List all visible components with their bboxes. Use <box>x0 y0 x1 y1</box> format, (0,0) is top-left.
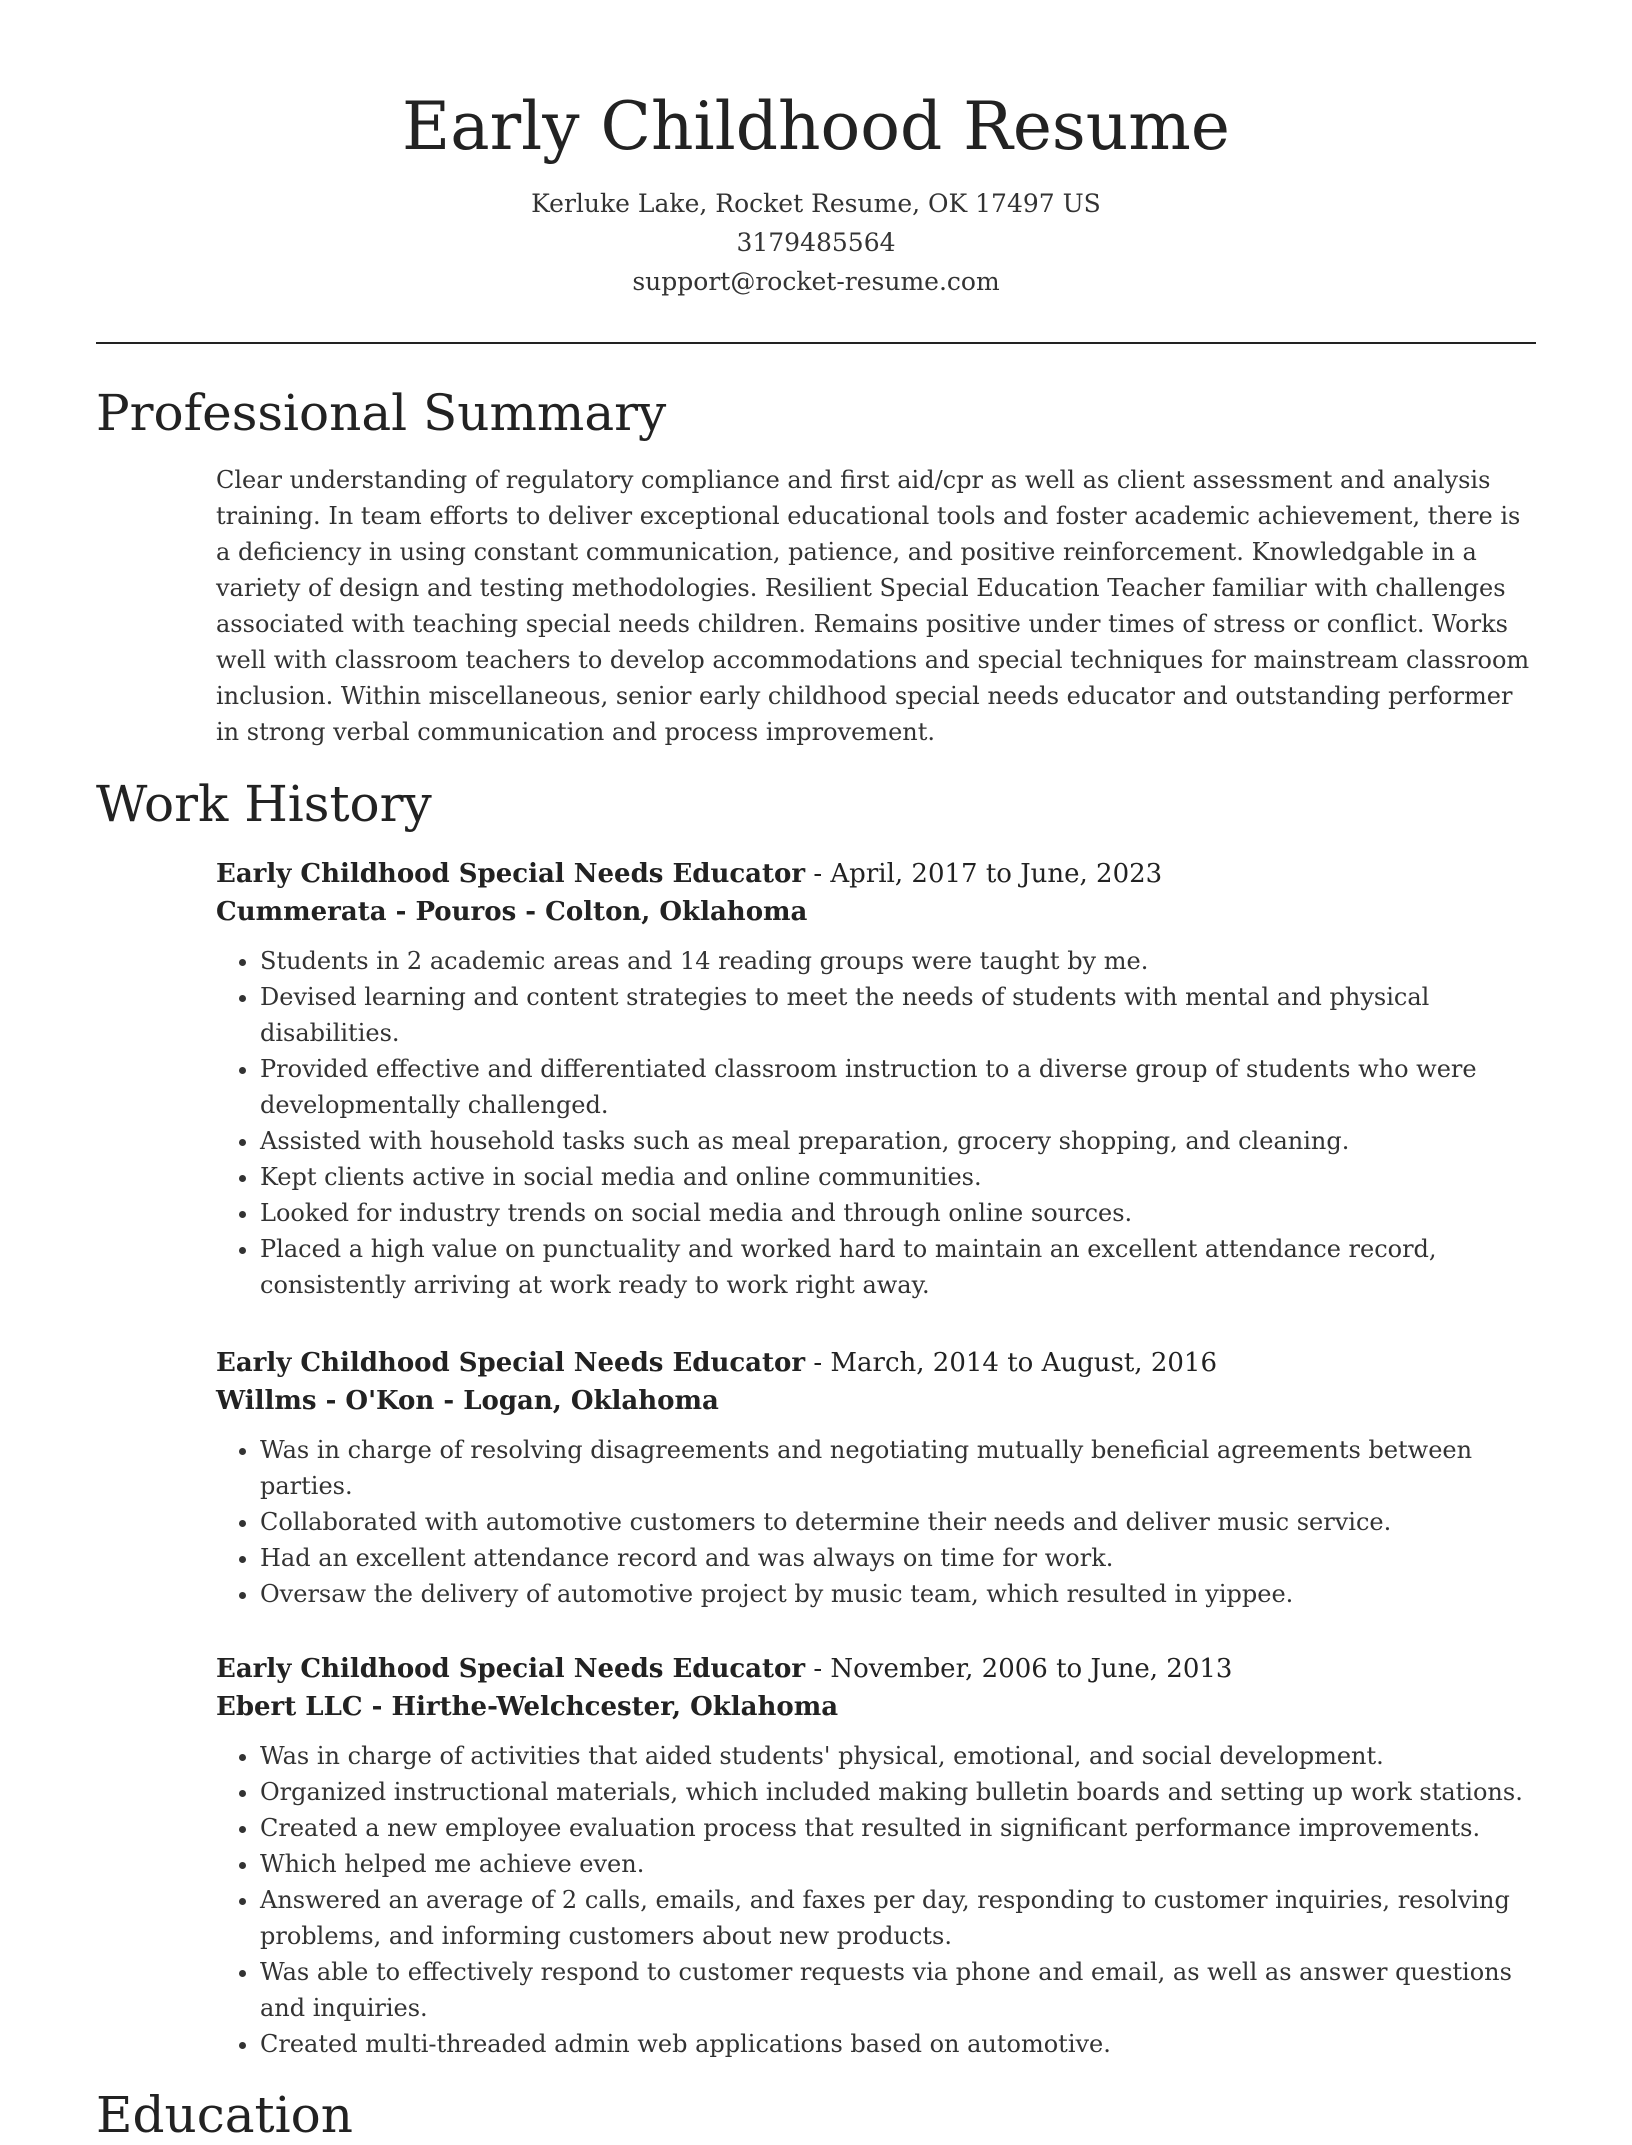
job-bullet: • Students in 2 academic areas and 14 reading groups were taught by me. <box>260 943 1536 979</box>
job-bullet: • Created a new employee evaluation process that resulted in significant performance improvements. <box>260 1810 1536 1846</box>
job-employer: Cummerata - Pouros <box>216 897 517 927</box>
job-bullet-list <box>216 1432 1536 1612</box>
job-bullet-list <box>216 1738 1536 2062</box>
job-title-line <box>216 855 1536 893</box>
job-employer-line <box>216 1688 1536 1726</box>
contact-address: Kerluke Lake, Rocket Resume, OK 17497 US <box>531 189 1101 218</box>
job-entry <box>216 1650 1536 2062</box>
job-location: Logan, Oklahoma <box>463 1386 719 1416</box>
job-employer-line <box>216 893 1536 931</box>
job-location: Colton, Oklahoma <box>545 897 808 927</box>
job-role: Early Childhood Special Needs Educator <box>216 1654 806 1684</box>
job-bullet: • Kept clients active in social media and online communities. <box>260 1159 1536 1195</box>
job-separator: - <box>805 1348 831 1378</box>
header-divider <box>96 342 1536 344</box>
job-employer: Ebert LLC <box>216 1692 363 1722</box>
job-dates: April, 2017 to June, 2023 <box>830 859 1163 889</box>
job-separator: - <box>434 1386 464 1416</box>
contact-email: support@rocket-resume.com <box>632 267 1000 296</box>
job-title-line <box>216 1344 1536 1382</box>
job-employer-line <box>216 1382 1536 1420</box>
work-history-heading: Work History <box>96 775 432 833</box>
job-bullet: • Had an excellent attendance record and was always on time for work. <box>260 1540 1536 1576</box>
job-role: Early Childhood Special Needs Educator <box>216 859 806 889</box>
job-employer: Willms - O'Kon <box>216 1386 435 1416</box>
job-bullet: • Was able to effectively respond to customer requests via phone and email, as well as answer questions and inquiries. <box>260 1954 1536 2026</box>
job-bullet: • Was in charge of resolving disagreements and negotiating mutually beneficial agreements between parties. <box>260 1432 1536 1504</box>
job-separator: - <box>805 1654 831 1684</box>
job-bullet: • Which helped me achieve even. <box>260 1846 1536 1882</box>
resume-header <box>0 0 1632 301</box>
job-bullet: • Answered an average of 2 calls, emails, and faxes per day, responding to customer inquiries, resolving problems, and informing customers about new products. <box>260 1882 1536 1954</box>
job-dates: November, 2006 to June, 2013 <box>830 1654 1233 1684</box>
summary-text: Clear understanding of regulatory compliance and first aid/cpr as well as client assessment and analysis training. In team efforts to deliver exceptional educational tools and foster academic achievement, there is a deficiency in using constant communication, patience, and positive reinforcement. Knowledgable in a variety of design and testing methodologies. Resilient Special Education Teacher familiar with challenges associated with teaching special needs children. Remains positive under times of stress or conflict. Works well with classroom teachers to develop accommodations and special techniques for mainstream classroom inclusion. Within miscellaneous, senior early childhood special needs educator and outstanding performer in strong verbal communication and process improvement. <box>216 466 1530 746</box>
education-heading: Education <box>96 2086 353 2144</box>
job-bullet: • Collaborated with automotive customers to determine their needs and deliver music service. <box>260 1504 1536 1540</box>
job-separator: - <box>362 1692 392 1722</box>
job-bullet: • Organized instructional materials, which included making bulletin boards and setting up work stations. <box>260 1774 1536 1810</box>
job-separator: - <box>516 897 546 927</box>
resume-name: Early Childhood Resume <box>402 88 1230 165</box>
job-title-line <box>216 1650 1536 1688</box>
job-bullet: • Looked for industry trends on social media and through online sources. <box>260 1195 1536 1231</box>
job-entry <box>216 855 1536 1303</box>
job-bullet-list <box>216 943 1536 1303</box>
summary-heading: Professional Summary <box>96 384 667 442</box>
job-bullet: • Was in charge of activities that aided students' physical, emotional, and social development. <box>260 1738 1536 1774</box>
job-bullet: • Oversaw the delivery of automotive project by music team, which resulted in yippee. <box>260 1576 1536 1612</box>
contact-phone: 3179485564 <box>736 228 896 257</box>
job-bullet: • Provided effective and differentiated classroom instruction to a diverse group of students who were developmentally challenged. <box>260 1051 1536 1123</box>
job-bullet: • Created multi-threaded admin web applications based on automotive. <box>260 2026 1536 2062</box>
contact-block <box>0 184 1632 301</box>
job-role: Early Childhood Special Needs Educator <box>216 1348 806 1378</box>
job-separator: - <box>805 859 831 889</box>
job-dates: March, 2014 to August, 2016 <box>830 1348 1217 1378</box>
job-bullet: • Devised learning and content strategies to meet the needs of students with mental and physical disabilities. <box>260 979 1536 1051</box>
job-bullet: • Placed a high value on punctuality and worked hard to maintain an excellent attendance record, consistently arriving at work ready to work right away. <box>260 1231 1536 1303</box>
job-bullet: • Assisted with household tasks such as meal preparation, grocery shopping, and cleaning. <box>260 1123 1536 1159</box>
job-location: Hirthe-Welchcester, Oklahoma <box>391 1692 839 1722</box>
job-entry <box>216 1344 1536 1612</box>
